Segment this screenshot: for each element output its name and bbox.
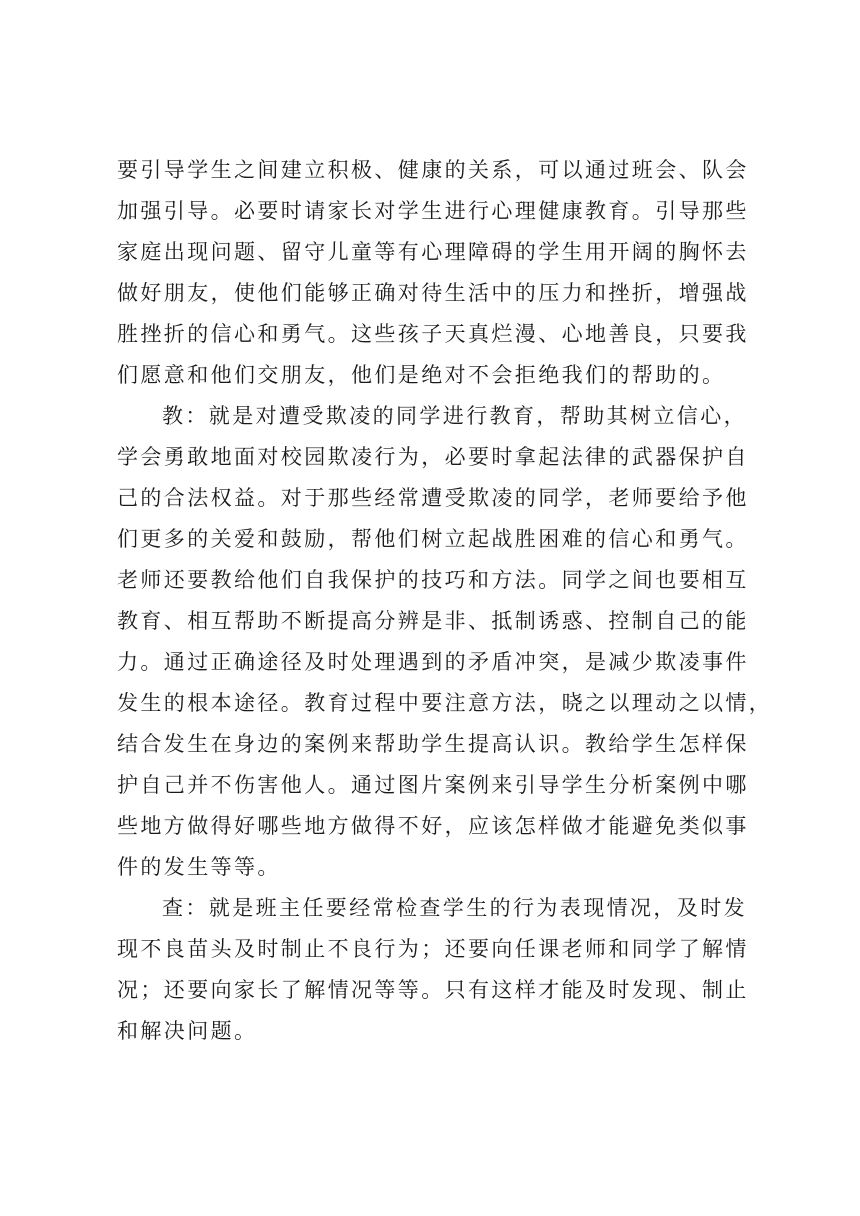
text-line: 些地方做得好哪些地方做得不好，应该怎样做才能避免类似事	[117, 814, 749, 838]
text-line: 老师还要教给他们自我保护的技巧和方法。同学之间也要相互	[117, 568, 749, 592]
text-line: 件的发生等等。	[117, 855, 281, 879]
paragraph-check	[117, 888, 747, 1052]
text-line: 做好朋友，使他们能够正确对待生活中的压力和挫折，增强战	[117, 281, 749, 305]
text-line: 查：就是班主任要经常检查学生的行为表现情况，及时发	[162, 896, 747, 920]
text-line: 护自己并不伤害他人。通过图片案例来引导学生分析案例中哪	[117, 773, 749, 797]
text-line: 现不良苗头及时制止不良行为；还要向任课老师和同学了解情	[117, 937, 749, 961]
text-line: 结合发生在身边的案例来帮助学生提高认识。教给学生怎样保	[117, 732, 749, 756]
text-line: 们更多的关爱和鼓励，帮他们树立起战胜困难的信心和勇气。	[117, 527, 749, 551]
text-line: 学会勇敢地面对校园欺凌行为，必要时拿起法律的武器保护自	[117, 445, 749, 469]
text-line: 们愿意和他们交朋友，他们是绝对不会拒绝我们的帮助的。	[117, 363, 726, 387]
text-line: 和解决问题。	[117, 1019, 258, 1043]
text-line: 要引导学生之间建立积极、健康的关系，可以通过班会、队会	[117, 158, 749, 182]
text-line: 胜挫折的信心和勇气。这些孩子天真烂漫、心地善良，只要我	[117, 322, 749, 346]
body-text	[117, 150, 773, 1052]
paragraph-guidance	[117, 150, 747, 396]
text-line: 教：就是对遭受欺凌的同学进行教育，帮助其树立信心，	[162, 404, 747, 428]
text-line: 己的合法权益。对于那些经常遭受欺凌的同学，老师要给予他	[117, 486, 749, 510]
paragraph-teach	[117, 396, 773, 888]
text-line: 家庭出现问题、留守儿童等有心理障碍的学生用开阔的胸怀去	[117, 240, 749, 264]
text-line: 发生的根本途径。教育过程中要注意方法，晓之以理动之以情，	[117, 691, 773, 715]
text-line: 力。通过正确途径及时处理遇到的矛盾冲突，是减少欺凌事件	[117, 650, 749, 674]
text-line: 加强引导。必要时请家长对学生进行心理健康教育。引导那些	[117, 199, 749, 223]
text-line: 况；还要向家长了解情况等等。只有这样才能及时发现、制止	[117, 978, 749, 1002]
text-line: 教育、相互帮助不断提高分辨是非、抵制诱惑、控制自己的能	[117, 609, 749, 633]
